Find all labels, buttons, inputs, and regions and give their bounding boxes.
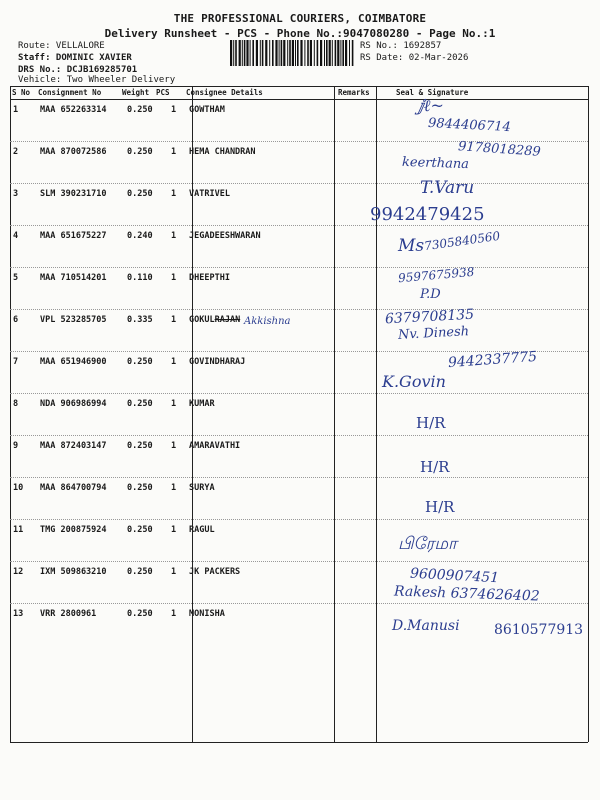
row-weight: 0.250 — [127, 609, 153, 619]
handwritten-initials-5: P.D — [420, 287, 441, 302]
runsheet-subtitle: Delivery Runsheet - PCS - Phone No.:9047080280 - Page No.:1 — [104, 27, 496, 40]
row-consignee: AMARAVATHI — [189, 441, 241, 451]
staff-label: Staff: DOMINIC XAVIER — [18, 53, 132, 63]
col-signature-header: Seal & Signature — [396, 88, 469, 97]
handwritten-note-9: H/R — [420, 458, 450, 476]
row-consignment-no: MAA 872403147 — [40, 441, 107, 451]
row-consignee: JK PACKERS — [189, 567, 241, 577]
row-weight: 0.250 — [127, 105, 153, 115]
col-consignee-header: Consignee Details — [186, 88, 263, 97]
row-sno: 11 — [13, 525, 24, 535]
row-pcs: 1 — [171, 483, 177, 493]
row-weight: 0.250 — [127, 441, 153, 451]
row-weight: 0.250 — [127, 147, 153, 157]
vehicle-label: Vehicle: Two Wheeler Delivery — [18, 75, 176, 85]
row-pcs: 1 — [171, 147, 177, 157]
row-sno: 1 — [13, 105, 19, 115]
row-sno: 7 — [13, 357, 19, 367]
row-pcs: 1 — [171, 315, 177, 325]
row-consignee: JEGADEESHWARAN — [189, 231, 261, 241]
row-sno: 6 — [13, 315, 19, 325]
row-consignment-no: MAA 870072586 — [40, 147, 107, 157]
row-consignment-no: IXM 509863210 — [40, 567, 107, 577]
row-consignment-no: MAA 652263314 — [40, 105, 107, 115]
handwritten-signature-7: K.Govin — [382, 372, 446, 391]
row-sno: 9 — [13, 441, 19, 451]
row-weight: 0.250 — [127, 189, 153, 199]
row-consignment-no: VPL 523285705 — [40, 315, 107, 325]
row-pcs: 1 — [171, 567, 177, 577]
handwritten-phone-13: 8610577913 — [494, 622, 584, 638]
handwritten-phone-1: 9844406714 — [427, 115, 512, 136]
row-pcs: 1 — [171, 525, 177, 535]
handwritten-name-6: Nv. Dinesh — [397, 324, 470, 343]
handwritten-signature-3: T.Varu — [420, 178, 475, 198]
handwritten-phone-6: 6379708135 — [384, 306, 475, 328]
row-weight: 0.250 — [127, 399, 153, 409]
row-consignment-no: SLM 390231710 — [40, 189, 107, 199]
row-consignee: GOVINDHARAJ — [189, 357, 246, 367]
col-weight-header: Weight — [122, 88, 150, 97]
route-label: Route: VELLALORE — [18, 41, 105, 51]
row-weight: 0.250 — [127, 525, 153, 535]
handwritten-phone-7: 9442337775 — [447, 348, 538, 372]
handwritten-phone-5: 9597675938 — [397, 264, 475, 286]
row-sno: 12 — [13, 567, 24, 577]
row-weight: 0.335 — [127, 315, 153, 325]
row-consignment-no: TMG 200875924 — [40, 525, 107, 535]
row-consignee: GOWTHAM — [189, 105, 225, 115]
row-sno: 8 — [13, 399, 19, 409]
row-consignee: DHEEPTHI — [189, 273, 230, 283]
rs-number: RS No.: 1692857 — [360, 41, 442, 51]
handwritten-note-10: H/R — [425, 498, 455, 516]
row-consignee: VATRIVEL — [189, 189, 230, 199]
drs-label: DRS No.: DCJB169285701 — [18, 65, 138, 75]
handwritten-phone-2: 9178018289 — [457, 139, 542, 160]
col-consignment-header: Consignment No — [38, 88, 102, 97]
row-sno: 13 — [13, 609, 24, 619]
row-consignee: GOKULRAJAN — [189, 315, 241, 325]
row-pcs: 1 — [171, 231, 177, 241]
row-pcs: 1 — [171, 441, 177, 451]
row-pcs: 1 — [171, 273, 177, 283]
row-consignment-no: MAA 651675227 — [40, 231, 107, 241]
row-sno: 5 — [13, 273, 19, 283]
handwritten-signature-13: D.Manusi — [392, 618, 460, 634]
row-consignment-no: VRR 2800961 — [40, 609, 97, 619]
row-consignment-no: NDA 906986994 — [40, 399, 107, 409]
handwritten-phone-4: 7305840560 — [423, 228, 501, 254]
handwritten-signature-11: பிரேமா — [398, 534, 457, 554]
delivery-table — [10, 86, 588, 786]
row-sno: 10 — [13, 483, 24, 493]
row-weight: 0.250 — [127, 483, 153, 493]
row-weight: 0.250 — [127, 567, 153, 577]
row-weight: 0.240 — [127, 231, 153, 241]
col-pcs-header: PCS — [156, 88, 170, 97]
row-pcs: 1 — [171, 105, 177, 115]
row-consignment-no: MAA 651946900 — [40, 357, 107, 367]
row-sno: 2 — [13, 147, 19, 157]
row-pcs: 1 — [171, 189, 177, 199]
handwritten-phone-12: 9600907451 — [409, 565, 500, 587]
row-pcs: 1 — [171, 609, 177, 619]
row-pcs: 1 — [171, 357, 177, 367]
handwritten-name-12: Rakesh 6374626402 — [393, 583, 540, 605]
row-weight: 0.250 — [127, 357, 153, 367]
row-pcs: 1 — [171, 399, 177, 409]
signature-scrawl-4: Ms — [398, 236, 425, 256]
row-consignee: HEMA CHANDRAN — [189, 147, 256, 157]
col-remarks-header: Remarks — [338, 88, 370, 97]
signature-scrawl-1: ⅉℓ~ — [418, 96, 444, 115]
company-title: THE PROFESSIONAL COURIERS, COIMBATORE — [173, 12, 427, 25]
handwritten-phone-3: 9942479425 — [370, 204, 485, 225]
handwritten-name-2: keerthana — [401, 154, 470, 173]
row-weight: 0.110 — [127, 273, 153, 283]
col-sno-header: S No — [12, 88, 31, 97]
row-consignee: SURYA — [189, 483, 215, 493]
row-sno: 4 — [13, 231, 19, 241]
rs-date: RS Date: 02-Mar-2026 — [360, 53, 469, 63]
handwritten-correction-6: Akkishna — [244, 316, 291, 327]
barcode — [230, 40, 356, 66]
row-consignee: RAGUL — [189, 525, 215, 535]
row-consignment-no: MAA 710514201 — [40, 273, 107, 283]
handwritten-note-8: H/R — [416, 414, 446, 432]
row-sno: 3 — [13, 189, 19, 199]
row-consignee: KUMAR — [189, 399, 215, 409]
row-consignee: MONISHA — [189, 609, 225, 619]
row-consignment-no: MAA 864700794 — [40, 483, 107, 493]
